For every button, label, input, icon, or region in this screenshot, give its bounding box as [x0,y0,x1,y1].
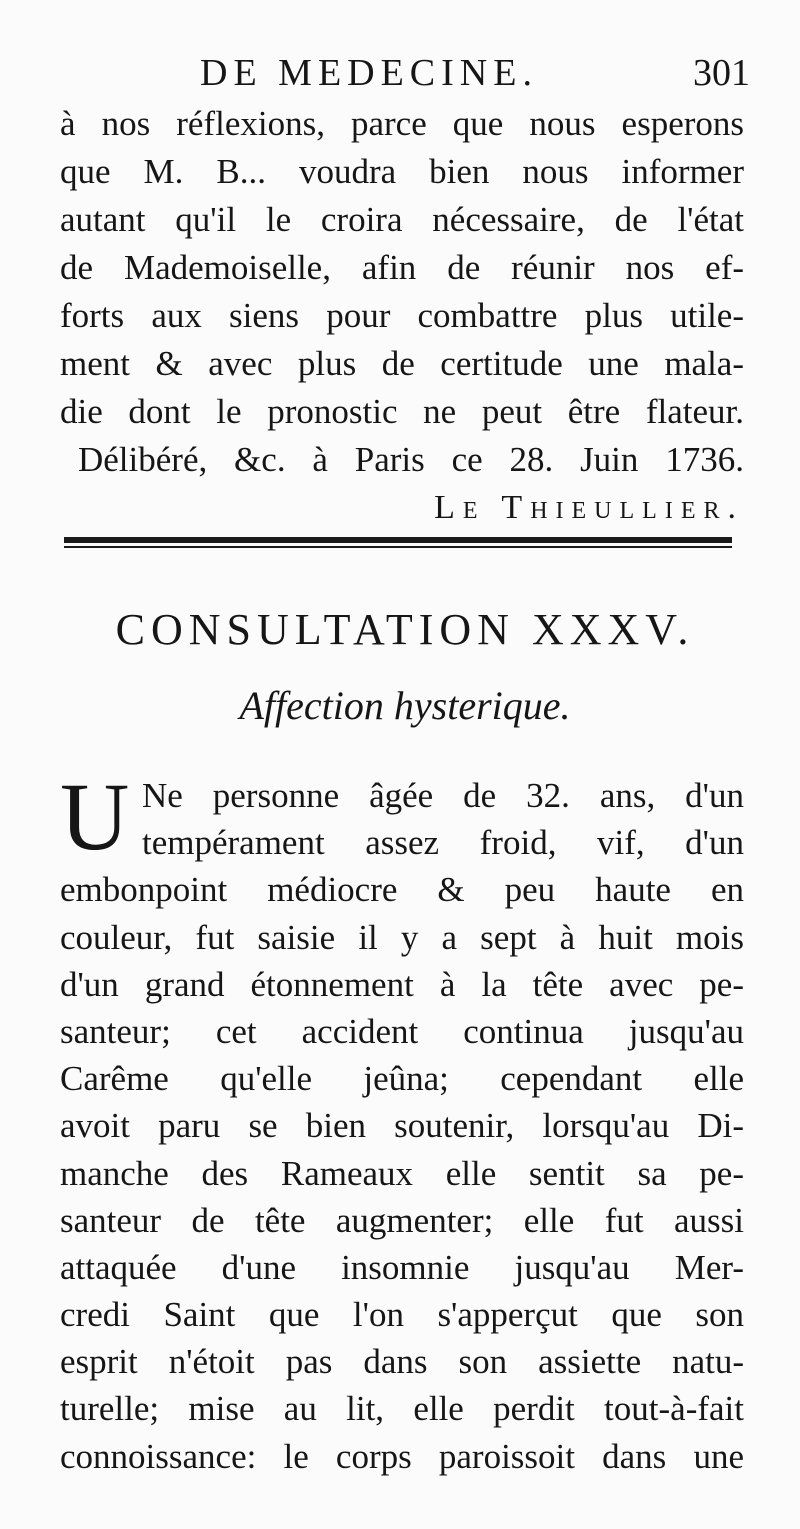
divider-thin-rule [64,546,732,548]
text-line: turelle; mise au lit, elle perdit tout-à-fait [60,1389,744,1429]
text-line: de Mademoiselle, afin de réunir nos ef- [60,248,744,287]
text-line: Carême qu'elle jeûna; cependant elle [60,1059,744,1099]
text-line: credi Saint que l'on s'apperçut que son [60,1295,744,1335]
text-line: Ne personne âgée de 32. ans, d'un [142,776,744,815]
text-line: ment & avec plus de certitude une mala- [60,344,744,383]
text-line: autant qu'il le croira nécessaire, de l'état [60,200,744,239]
running-title: DE MEDECINE. [200,52,538,94]
text-line: die dont le pronostic ne peut être flateur. [60,392,744,431]
text-line: que M. B... voudra bien nous informer [60,152,744,191]
drop-cap-block [60,763,744,870]
running-head [60,48,750,98]
page-number: 301 [693,52,750,94]
text-line: manche des Rameaux elle sentit sa pe- [60,1153,744,1193]
text-line: connoissance: le corps paroissoit dans une [60,1436,744,1476]
text-line: forts aux siens pour combattre plus utile- [60,296,744,335]
text-line: santeur de tête augmenter; elle fut aussi [60,1200,744,1240]
text-line: attaquée d'une insomnie jusqu'au Mer- [60,1247,744,1287]
consultation-body [60,763,744,1480]
text-line: couleur, fut saisie il y a sept à huit mois [60,917,744,957]
section-divider [64,537,732,549]
text-line: embonpoint médiocre & peu haute en [60,870,744,910]
text-line: santeur; cet accident continua jusqu'au [60,1011,744,1051]
divider-thick-rule [64,537,732,543]
dateline: Délibéré, &c. à Paris ce 28. Juin 1736. [78,440,744,479]
text-line: avoit paru se bien soutenir, lorsqu'au Di- [60,1106,744,1146]
consultation-heading: CONSULTATION XXXV. [115,605,695,654]
signature: Le Thieullier. [434,489,744,526]
text-line: tempérament assez froid, vif, d'un [142,823,744,863]
text-line: d'un grand étonnement à la tête avec pe- [60,964,744,1004]
text-line: à nos réflexions, parce que nous esperons [60,104,744,143]
text-line: esprit n'étoit pas dans son assiette natu- [60,1342,744,1382]
drop-cap: U [60,763,130,870]
continued-text [60,100,744,532]
consultation-subheading: Affection hysterique. [239,683,571,728]
